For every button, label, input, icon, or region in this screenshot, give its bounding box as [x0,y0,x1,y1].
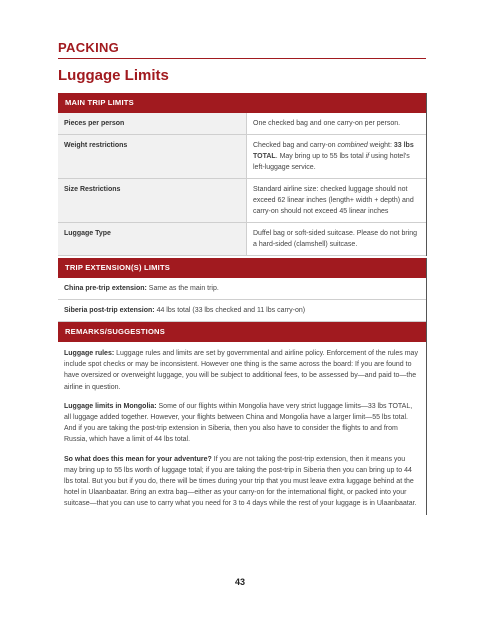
limits-table-row [58,113,426,135]
limits-table-row [58,179,426,223]
main-trip-limits-header: MAIN TRIP LIMITS [58,93,426,113]
extension-item [58,278,426,300]
limit-value: One checked bag and one carry-on per person. [247,113,427,135]
limits-table-row [58,223,426,256]
remarks-paragraph-text: Some of our flights within Mongolia have very strict luggage limits—33 lbs TOTAL, all luggage added together. However, your flights between China and Mongolia have a larger limit—55 lbs total. And if you are taking the post-trip extension in Siberia, then you also have to consider the flights to and from Russia, which have a limit of 44 lbs total. [64,402,413,444]
remarks-paragraph-label: So what does this mean for your adventure? [64,455,212,463]
remarks-paragraph [58,345,426,398]
remarks-box [58,322,427,515]
page-title: Luggage Limits [58,67,169,84]
extension-limits-header: TRIP EXTENSION(S) LIMITS [58,258,426,278]
remarks-paragraph [58,451,426,515]
remarks-paragraph-text: If you are not taking the post-trip extension, then it means you may bring up to 55 lbs worth of luggage total; if you are taking the post-trip in Siberia then you can bring up to 44 lbs total. But you but if you do, there will be times during your trip that you must leave extra luggage behind at the hotel in Ulaanbaatar. Bring an extra bag—either as your carry-on for the international flight, or packed into your suitcase—that you can use to carry what you need for 3 to 4 days while the rest of your luggage is in Ulaanbaatar. [64,455,417,508]
limit-label: Size Restrictions [58,179,247,223]
limit-value: Duffel bag or soft-sided suitcase. Please do not bring a hard-sided (clamshell) suitcase. [247,223,427,256]
limit-label: Weight restrictions [58,135,247,179]
extension-item [58,300,426,322]
section-divider [58,58,426,59]
page-number: 43 [234,577,245,587]
remarks-header: REMARKS/SUGGESTIONS [58,322,426,342]
main-trip-limits-table [58,113,426,256]
extension-item-label: China pre-trip extension: [64,285,147,292]
limit-label: Pieces per person [58,113,247,135]
extension-limits-box [58,258,427,322]
remarks-paragraph-text: Luggage rules and limits are set by governmental and airline policy. Enforcement of the rules may include spot checks or may be inconsistent. However one thing is the same across the board: If you are found to have oversized or overweight luggage, you will be subject to additional fees, to be assessed by—and paid to—the airline in question. [64,350,418,391]
extension-item-label: Siberia post-trip extension: [64,307,155,314]
limits-table-row [58,135,426,179]
limit-value: Standard airline size: checked luggage should not exceed 62 linear inches (length+ width + depth) and carry-on should not exceed 45 linear inches [247,179,427,223]
extension-item-text: 44 lbs total (33 lbs checked and 11 lbs carry-on) [154,307,306,314]
limit-label: Luggage Type [58,223,247,256]
remarks-paragraph [58,398,426,451]
extension-item-text: Same as the main trip. [146,285,219,292]
section-label: PACKING [58,40,120,55]
remarks-paragraph-label: Luggage rules: [64,350,115,357]
remarks-paragraph-label: Luggage limits in Mongolia: [64,402,157,410]
limit-value: Checked bag and carry-on combined weight: 33 lbs TOTAL. May bring up to 55 lbs total if using hotel’s left-luggage service. [247,135,427,179]
main-trip-limits-box [58,93,427,256]
